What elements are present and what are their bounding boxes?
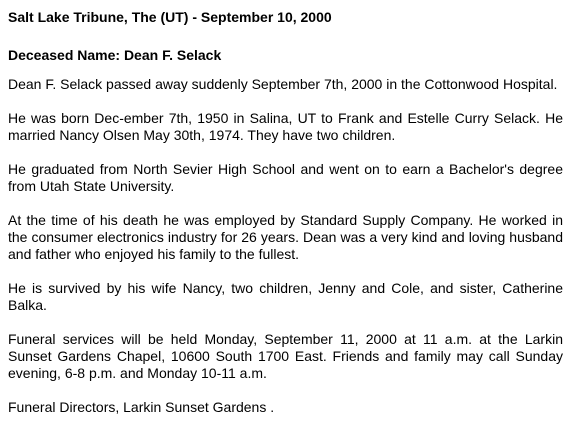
paragraph-career: At the time of his death he was employed by Standard Supply Company. He worked in the consumer electronics industry for 26 years. Dean was a very kind and loving husband and father who enjoyed his family to the fullest. <box>8 212 563 262</box>
paragraph-education: He graduated from North Sevier High School and went on to earn a Bachelor's degree from Utah State University. <box>8 161 563 194</box>
paragraph-survivors: He is survived by his wife Nancy, two children, Jenny and Cole, and sister, Catherine Balka. <box>8 280 563 313</box>
paragraph-funeral-directors: Funeral Directors, Larkin Sunset Gardens . <box>8 399 275 415</box>
paragraph-birth-family: He was born Dec-ember 7th, 1950 in Salina, UT to Frank and Estelle Curry Selack. He married Nancy Olsen May 30th, 1974. They have two children. <box>8 110 563 143</box>
deceased-name-heading: Deceased Name: Dean F. Selack <box>8 47 222 63</box>
paragraph-death-notice: Dean F. Selack passed away suddenly September 7th, 2000 in the Cottonwood Hospital. <box>8 76 558 92</box>
paragraph-funeral-services: Funeral services will be held Monday, September 11, 2000 at 11 a.m. at the Larkin Sunset Gardens Chapel, 10600 South 1700 East. Friends and family may call Sunday evening, 6-8 p.m. and Monday 10-11 a.m. <box>8 331 563 381</box>
newspaper-source-heading: Salt Lake Tribune, The (UT) - September 10, 2000 <box>8 9 332 25</box>
